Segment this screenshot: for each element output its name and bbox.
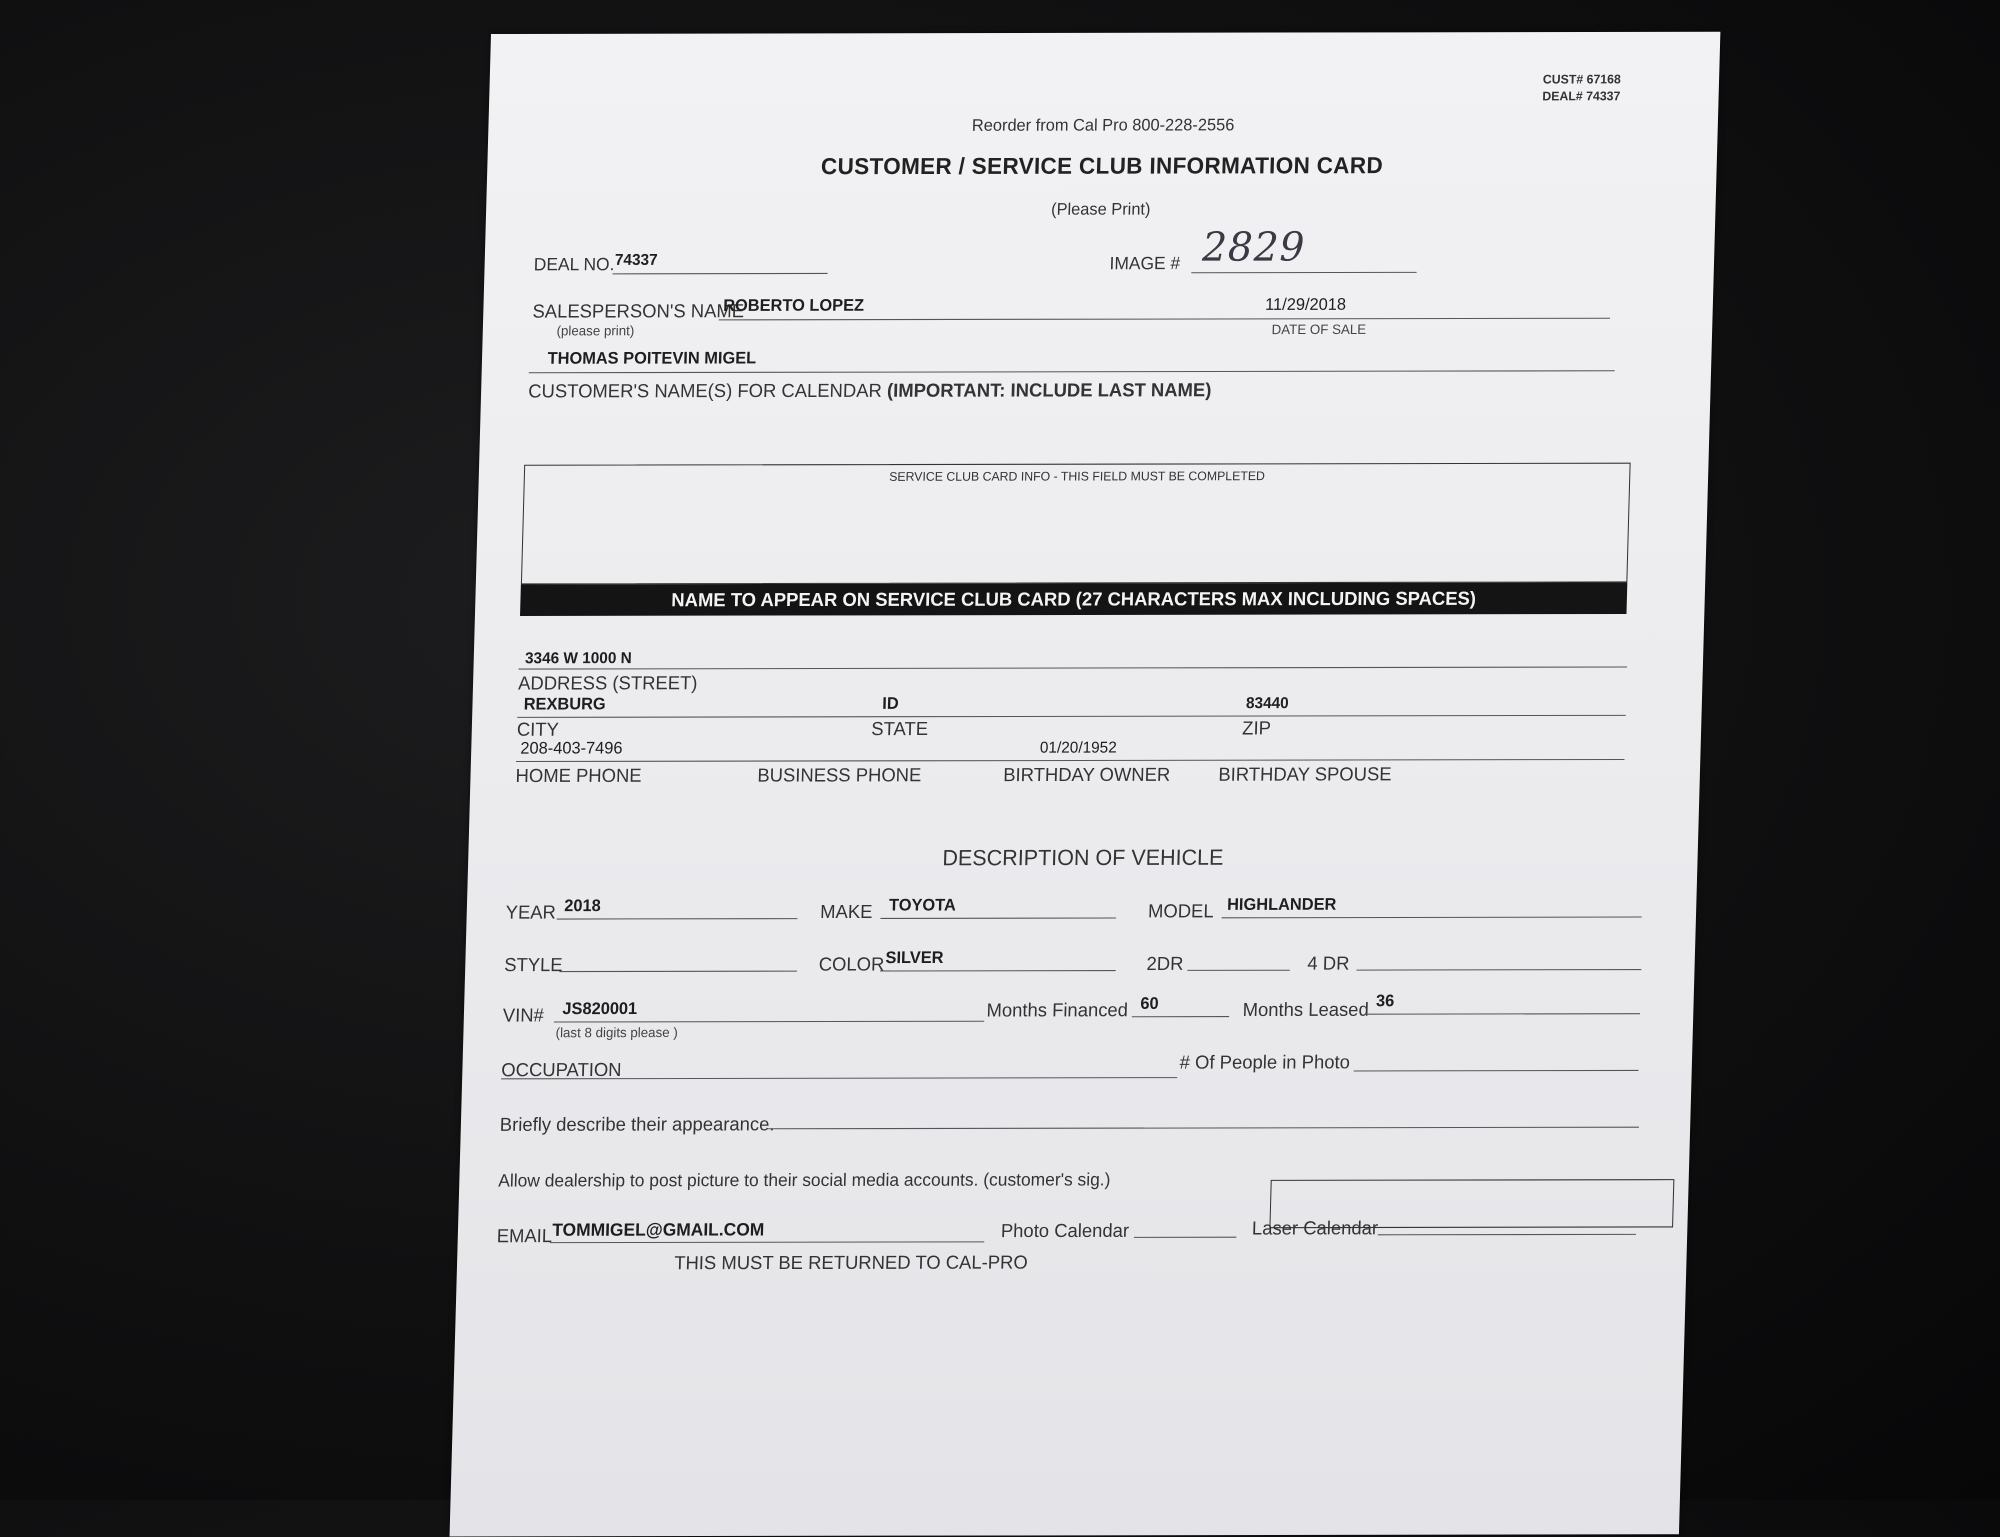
business-phone-label: BUSINESS PHONE [757, 764, 922, 786]
months-financed-label: Months Financed [986, 999, 1129, 1021]
photo-calendar-label: Photo Calendar [1000, 1220, 1130, 1242]
deal-no-value: 74337 [614, 251, 658, 270]
color-line [880, 970, 1116, 971]
service-club-name-bar: NAME TO APPEAR ON SERVICE CLUB CARD (27 CHARACTERS MAX INCLUDING SPACES) [520, 582, 1627, 616]
appearance-label: Briefly describe their appearance. [499, 1113, 775, 1136]
birthday-spouse-label: BIRTHDAY SPOUSE [1218, 763, 1392, 785]
style-label: STYLE [503, 954, 563, 976]
image-line [1191, 272, 1416, 273]
zip-value: 83440 [1245, 694, 1289, 713]
date-of-sale-value: 11/29/2018 [1264, 296, 1347, 315]
address-street-label: ADDRESS (STREET) [517, 672, 698, 694]
appearance-line [768, 1127, 1639, 1130]
four-door-label: 4 DR [1307, 952, 1350, 974]
birthday-owner-label: BIRTHDAY OWNER [1002, 763, 1171, 786]
image-label: IMAGE # [1109, 253, 1181, 274]
cust-number: CUST# 67168 [1542, 71, 1621, 87]
customer-label-important: (IMPORTANT: INCLUDE LAST NAME) [886, 379, 1212, 401]
model-line [1222, 917, 1642, 919]
email-line [550, 1241, 984, 1243]
return-note: THIS MUST BE RETURNED TO CAL-PRO [673, 1251, 1029, 1274]
information-card-paper [450, 32, 1721, 1537]
laser-calendar-label: Laser Calendar [1251, 1217, 1379, 1239]
style-line [559, 971, 797, 972]
occupation-label: OCCUPATION [501, 1059, 622, 1081]
address-line [519, 666, 1628, 669]
deal-no-label: DEAL NO. [533, 254, 615, 275]
model-label: MODEL [1147, 900, 1214, 922]
months-financed-line [1132, 1016, 1229, 1017]
email-value: TOMMIGEL@GMAIL.COM [551, 1219, 765, 1241]
vin-value: JS820001 [562, 1000, 638, 1019]
state-value: ID [882, 695, 899, 714]
vin-line [554, 1021, 984, 1023]
customer-line [529, 370, 1615, 373]
people-in-photo-label: # Of People in Photo [1179, 1051, 1351, 1073]
two-door-label: 2DR [1146, 953, 1184, 975]
date-of-sale-label: DATE OF SALE [1271, 321, 1367, 338]
laser-calendar-line [1378, 1234, 1636, 1236]
months-leased-value: 36 [1375, 992, 1395, 1011]
make-label: MAKE [819, 901, 873, 923]
two-door-line [1187, 970, 1289, 971]
city-label: CITY [516, 718, 560, 740]
form-title: CUSTOMER / SERVICE CLUB INFORMATION CARD [820, 152, 1384, 180]
months-financed-value: 60 [1140, 995, 1159, 1014]
four-door-line [1356, 969, 1641, 971]
state-label: STATE [871, 718, 929, 740]
zip-label: ZIP [1241, 717, 1272, 739]
occupation-line [501, 1077, 1177, 1079]
customer-label [528, 379, 1212, 402]
reorder-line: Reorder from Cal Pro 800-228-2556 [971, 116, 1235, 136]
address-street-value: 3346 W 1000 N [524, 649, 633, 668]
home-phone-value: 208-403-7496 [520, 739, 623, 758]
vin-label: VIN# [502, 1004, 545, 1026]
vin-sublabel: (last 8 digits please ) [555, 1024, 679, 1041]
city-line [517, 715, 1626, 718]
city-value: REXBURG [523, 695, 606, 714]
model-value: HIGHLANDER [1226, 896, 1337, 915]
color-value: SILVER [885, 949, 944, 968]
customer-name: THOMAS POITEVIN MIGEL [547, 349, 757, 369]
salesperson-line [719, 318, 1610, 321]
year-label: YEAR [505, 901, 557, 923]
vehicle-heading: DESCRIPTION OF VEHICLE [942, 845, 1224, 871]
deal-no-line [612, 273, 827, 274]
please-print-note: (Please Print) [1050, 200, 1151, 219]
birthday-owner-value: 01/20/1952 [1039, 738, 1118, 757]
year-value: 2018 [563, 897, 601, 916]
home-phone-label: HOME PHONE [515, 764, 642, 787]
customer-label-text: CUSTOMER'S NAME(S) FOR CALENDAR [527, 379, 883, 402]
email-label: EMAIL [496, 1225, 553, 1247]
service-club-info: SERVICE CLUB CARD INFO - THIS FIELD MUST BE COMPLETED [888, 468, 1266, 484]
photo-calendar-line [1134, 1237, 1236, 1238]
image-number-handwritten: 2829 [1201, 223, 1307, 271]
social-media-label: Allow dealership to post picture to their social media accounts. (customer's sig.) [498, 1169, 1111, 1191]
please-print-sublabel: (please print) [556, 322, 635, 339]
months-leased-label: Months Leased [1242, 998, 1370, 1021]
color-label: COLOR [818, 953, 885, 975]
salesperson-name: ROBERTO LOPEZ [722, 297, 865, 316]
make-value: TOYOTA [888, 896, 957, 915]
make-line [880, 917, 1116, 918]
deal-number-corner: DEAL# 74337 [1542, 88, 1621, 104]
year-line [557, 918, 798, 919]
people-in-photo-line [1354, 1070, 1639, 1072]
months-leased-line [1365, 1013, 1640, 1015]
phone-line [516, 759, 1625, 762]
salesperson-label: SALESPERSON'S NAME [532, 300, 745, 322]
